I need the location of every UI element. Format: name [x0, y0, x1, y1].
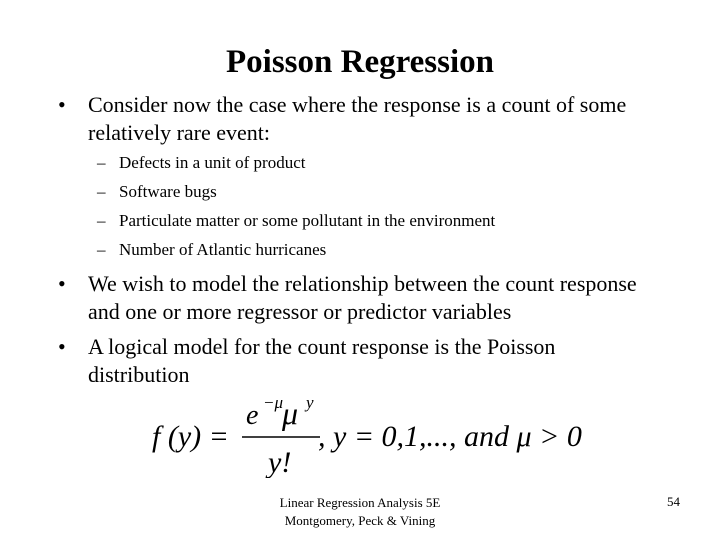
bullet-item [58, 91, 658, 147]
bullet-icon: • [58, 271, 66, 296]
bullet-item [58, 333, 658, 389]
sub-item [97, 153, 657, 173]
bullet-text: We wish to model the relationship between the count response and one or more regressor or predictor variables [88, 271, 637, 324]
bullet-item [58, 270, 658, 326]
poisson-formula [150, 392, 610, 478]
bullet-text: A logical model for the count response is the Poisson distribution [88, 334, 556, 387]
sub-item-text: Particulate matter or some pollutant in the environment [119, 211, 496, 230]
sub-item-text: Defects in a unit of product [119, 153, 306, 172]
dash-icon: – [97, 153, 106, 172]
formula-denominator: y! [268, 446, 292, 478]
dash-icon: – [97, 240, 106, 259]
slide-footer [240, 494, 480, 530]
page-number: 54 [667, 494, 680, 509]
sub-item-text: Number of Atlantic hurricanes [119, 240, 327, 259]
dash-icon: – [97, 182, 106, 201]
bullet-text: Consider now the case where the response is a count of some relatively rare event: [88, 92, 627, 145]
sub-item-text: Software bugs [119, 182, 217, 201]
footer-line: Linear Regression Analysis 5E [279, 495, 441, 510]
formula-mu: μ [282, 395, 299, 431]
formula-numerator-exponent: −μ [263, 393, 284, 412]
footer-line: Montgomery, Peck & Vining [284, 513, 436, 528]
sub-item [97, 211, 657, 231]
formula-lhs: f (y) = [152, 420, 229, 453]
formula-mu-exponent: y [306, 393, 314, 412]
bullet-icon: • [58, 334, 66, 359]
formula-rhs: , y = 0,1,..., and μ > 0 [318, 420, 582, 453]
bullet-icon: • [58, 92, 66, 117]
slide-title: Poisson Regression [226, 44, 494, 80]
formula-numerator-base: e [246, 400, 259, 431]
dash-icon: – [97, 211, 106, 230]
sub-item [97, 182, 657, 202]
sub-item [97, 240, 657, 260]
